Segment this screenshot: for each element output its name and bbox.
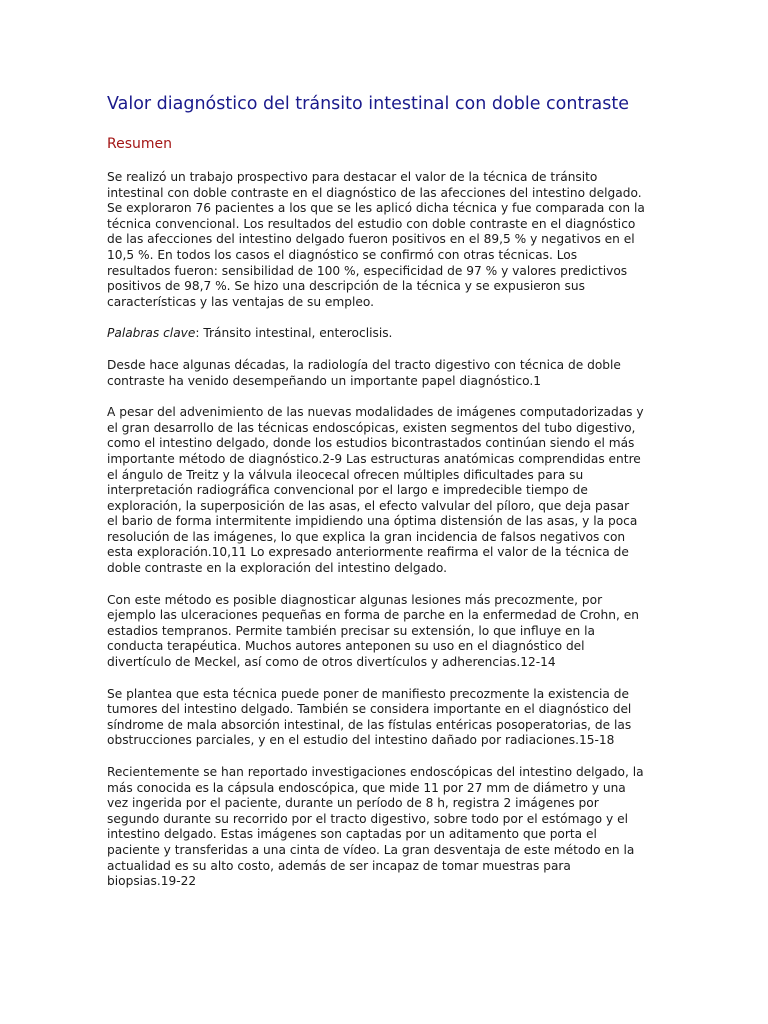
text-line: intestino delgado. Estas imágenes son captadas por un aditamento que porta el [107,827,597,842]
abstract-paragraph [107,170,667,310]
text-line: intestinal con doble contraste en el diagnóstico de las afecciones del intestino delgado. [107,185,642,200]
body-paragraph [107,687,667,749]
text-line: ejemplo las ulceraciones pequeñas en forma de parche en la enfermedad de Crohn, en [107,608,639,623]
text-line: paciente y transferidas a una cinta de vídeo. La gran desventaja de este método en la [107,842,635,857]
text-line: obstrucciones parciales, y en el estudio del intestino dañado por radiaciones.15-18 [107,733,615,748]
text-line: más conocida es la cápsula endoscópica, que mide 11 por 27 mm de diámetro y una [107,780,626,795]
body-paragraph [107,593,667,671]
text-line: esta exploración.10,11 Lo expresado anteriormente reafirma el valor de la técnica de [107,545,629,560]
text-line: importante método de diagnóstico.2-9 Las estructuras anatómicas comprendidas entre [107,451,641,466]
text-line: interpretación radiográfica convencional por el largo e impredecible tiempo de [107,483,588,498]
text-line: estadios tempranos. Permite también precisar su extensión, lo que influye en la [107,623,595,638]
text-line: 10,5 %. En todos los casos el diagnóstico se confirmó con otras técnicas. Los [107,247,578,262]
text-line: contraste ha venido desempeñando un importante papel diagnóstico.1 [107,373,541,388]
body-paragraph [107,358,667,389]
keywords-text: : Tránsito intestinal, enteroclisis. [195,326,393,341]
text-line: positivos de 98,7 %. Se hizo una descripción de la técnica y se expusieron sus [107,279,585,294]
text-line: conducta terapéutica. Muchos autores anteponen su uso en el diagnóstico del [107,639,585,654]
keywords-paragraph [107,326,667,342]
body-paragraph [107,405,667,577]
text-line: exploración, la superposición de las asas, el efecto valvular del píloro, que deja pasar [107,498,630,513]
text-line: Se plantea que esta técnica puede poner de manifiesto precozmente la existencia de [107,686,629,701]
text-line: actualidad es su alto costo, además de ser incapaz de tomar muestras para [107,858,571,873]
document-page [107,92,667,890]
section-heading-resumen: Resumen [107,136,173,152]
text-line: características y las ventajas de su empleo. [107,294,375,309]
document-title: Valor diagnóstico del tránsito intestinal con doble contraste [107,94,629,114]
body-paragraph [107,765,667,890]
text-line: segundo durante su recorrido por el tracto digestivo, sobre todo por el estómago y el [107,811,628,826]
text-line: biopsias.19-22 [107,874,197,889]
text-line: Desde hace algunas décadas, la radiología del tracto digestivo con técnica de doble [107,357,621,372]
text-line: divertículo de Meckel, así como de otros divertículos y adherencias.12-14 [107,655,556,670]
text-line: síndrome de mala absorción intestinal, de las fístulas entéricas posoperatorias, de las [107,717,632,732]
text-line: resultados fueron: sensibilidad de 100 %, especificidad de 97 % y valores predictivos [107,263,628,278]
keywords-label: Palabras clave [107,326,196,341]
text-line: Con este método es posible diagnosticar algunas lesiones más precozmente, por [107,592,603,607]
text-line: el bario de forma intermitente impidiendo una óptima distensión de las asas, y la poca [107,514,638,529]
text-line: resolución de las imágenes, lo que explica la gran incidencia de falsos negativos con [107,529,626,544]
text-line: vez ingerida por el paciente, durante un período de 8 h, registra 2 imágenes por [107,796,599,811]
text-line: Recientemente se han reportado investigaciones endoscópicas del intestino delgado, la [107,765,644,779]
text-line: el gran desarrollo de las técnicas endoscópicas, existen segmentos del tubo digestivo, [107,420,636,435]
text-line: Se realizó un trabajo prospectivo para destacar el valor de la técnica de tránsito [107,170,598,184]
text-line: tumores del intestino delgado. También se considera importante en el diagnóstico del [107,702,632,717]
text-line: Se exploraron 76 pacientes a los que se les aplicó dicha técnica y fue comparada con la [107,201,645,216]
text-line: técnica convencional. Los resultados del estudio con doble contraste en el diagnóstico [107,216,636,231]
text-line: doble contraste en la exploración del intestino delgado. [107,561,447,576]
text-line: el ángulo de Treitz y la válvula ileocecal ofrecen múltiples dificultades para su [107,467,584,482]
text-line: de las afecciones del intestino delgado fueron positivos en el 89,5 % y negativos en el [107,232,635,247]
text-line: A pesar del advenimiento de las nuevas modalidades de imágenes computadorizadas y [107,405,644,420]
text-line: como el intestino delgado, donde los estudios bicontrastados continúan siendo el más [107,436,635,451]
